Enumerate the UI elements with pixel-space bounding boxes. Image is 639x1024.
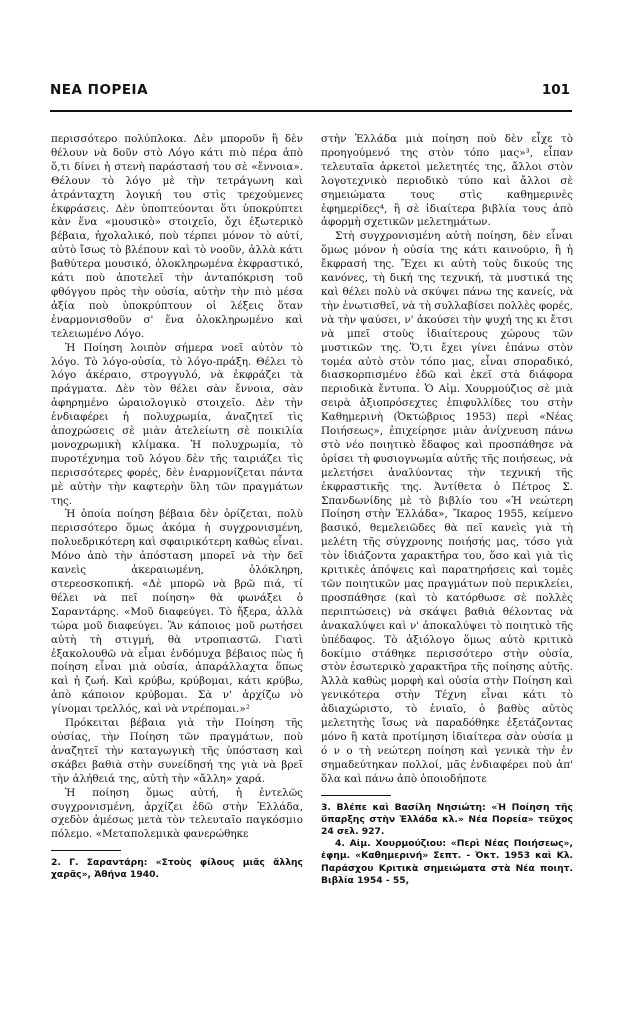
journal-title: ΝΕΑ ΠΟΡΕΙΑ: [50, 82, 149, 98]
right-paragraph: Στὴ συγχρονισμένη αὐτὴ ποίηση, δὲν εἶναι ὅμως μόνον ἡ οὐσία της κάτι καινούριο, ἢ ἡ ἔκφρασή της. Ἔχει κι αὐτὴ τοὺς δικούς της κανόνες, τὴ δική της τεχνική, τὰ μυστικά της καὶ θέλει πολὺ νὰ σκύψει πάνω της κανείς, νὰ τὴν ἐνωτισθεῖ, νὰ τὴ συλλαβίσει πολλὲς φορές, νὰ τὴν ψαύσει, ν' ἀκούσει τὴν ψυχή της κι ἔτσι νὰ μπεῖ στοὺς ἰδιαίτερους χώρους τῶν μυστικῶν της. Ὅ,τι ἔχει γίνει ἐπάνω στὸν τομέα αὐτὸ στὸν τόπο μας, εἶναι σποραδικό, διασκορπισμένο ἐδῶ καὶ ἐκεῖ στὰ διάφορα περιοδικὰ ἔντυπα. Ὁ Αἰμ. Χουρμούζιος σὲ μιὰ σειρὰ ἀξιοπρόσεχτες ἐπιφυλλίδες του στὴν Καθημερινὴ (Ὀκτώβριος 1953) περὶ «Νέας Ποιήσεως», ἐπιχείρησε μιὰν ἀνίχνευση πάνω στὸ νέο ποιητικὸ ἔδαφος καὶ προσπάθησε νὰ ὁρίσει τὴ φυσιογνωμία αὐτῆς τῆς ποιήσεως, νὰ μελετήσει ἀναλύοντας τὴν τεχνική τῆς ἐκφραστικῆς της. Ἀντίθετα ὁ Πέτρος Σ. Σπανδωνίδης μὲ τὸ βιβλίο του «Ἡ νεώτερη Ποίηση στὴν Ἑλλάδα», Ἴκαρος 1955, κείμενο βασικό, θεμελειῶδες θὰ πεῖ κανεὶς γιὰ τὴ μελέτη τῆς σύγχρονης ποιήσής μας, τόσο γιὰ τὸν ἰδιάζοντα χαρακτῆρα του, ὅσο καὶ γιὰ τὶς κριτικὲς ἀπόψεις καὶ παρατηρήσεις καὶ τομὲς τῶν ποιητικῶν μας πραγμάτων ποὺ περικλείει, προσπάθησε (καὶ τὸ κατόρθωσε σὲ πολλὲς περιπτώσεις) νὰ σκάψει βαθιὰ θέλοντας νὰ ἀνακαλύψει καὶ ν' ἀποκαλύψει τὸ ποιητικὸ τῆς ὑπέδαφος. Τὸ ἀξιόλογο ὅμως αὐτὸ κριτικὸ δοκίμιο στάθηκε περισσότερο στὴν οὐσία, στὸν ἐσωτερικὸ χαρακτῆρα τῆς ποίησης αὐτῆς. Ἀλλὰ καθὼς μορφὴ καὶ οὐσία στὴν Ποίηση καὶ γενικότερα στὴν Τέχνη εἶναι κάτι τὸ ἀδιαχώριστο, τὸ ἑνιαῖο, ὁ βαθὺς αὐτὸς μελετητὴς ἴσως νὰ παραδόθηκε ἐξετάζοντας μόνο ἢ κατὰ προτίμηση ἰδιαίτερα σὰν οὐσία μ ό ν ο τὴ νεώτερη ποίηση καὶ γενικὰ τὴν ἐν σημαδεύτηκαν πολλοί, μᾶς ἐνδιαφέρει ποὺ ἀπ' ὅλα καὶ πάνω ἀπὸ ὁποιοδήποτε: [321, 230, 573, 785]
left-paragraph: Ἡ ὁποία ποίηση βέβαια δὲν ὁρίζεται, πολὺ περισσότερο ὅμως ἀκόμα ἡ συγχρονισμένη, πολυεδρικότερη καὶ σφαιρικότερη καθὼς εἶναι. Μόνο ἀπὸ τὴν ἀπόσταση μπορεῖ νὰ τὴν δεῖ κανεὶς ἀκεραιωμένη, ὁλόκληρη, στερεοσκοπική. «Δὲ μπορῶ νὰ βρῶ πιά, τί θέλει νὰ πεῖ ποίηση» θὰ φωνάξει ὁ Σαραντάρης. «Μοῦ διαφεύγει. Τὸ ἤξερα, ἀλλὰ τώρα μοῦ διαφεύγει. Ἂν κάποιος μοῦ ρωτήσει αὐτὴ τὴ στιγμή, θὰ ντροπιαστῶ. Γιατὶ ἐξακολουθῶ νὰ εἶμαι ἐνδόμυχα βέβαιος πὼς ἡ ποίηση εἶναι μιὰ οὐσία, ἀπαράλλαχτα ὅπως καὶ ἡ ζωή. Καὶ κρύβω, κρύβομαι, κάτι κρύβω, ἀπὸ κάποιον κρύβομαι. Σὰ ν' ἀρχίζω νὸ γίνομαι τρελλός, καὶ νὰ ντρέπομαι.»²: [51, 508, 303, 716]
footnote: 4. Αἰμ. Χουρμούζιου: «Περὶ Νέας Ποιήσεως», ἐφημ. «Καθημερινή» Σεπτ. - Ὀκτ. 1953 καὶ Κλ. Παράσχου Κριτικὰ σημειώματα στὰ Νέα ποιητ. Βιβλία 1954 - 55,: [321, 838, 573, 886]
page-number: 101: [541, 82, 570, 98]
footnote-rule: [321, 795, 391, 796]
left-paragraph: Πρόκειται βέβαια γιὰ τὴν Ποίηση τῆς οὐσίας, τὴν Ποίηση τῶν πραγμάτων, ποὺ ἀναζητεῖ τὴν καταγωγικὴ τῆς ὑπόσταση καὶ σκάβει βαθιὰ στὴν συνείδησή της γιὰ νὰ βρεῖ τὴν ἀλήθειά της, αὐτὴ τὴν «ἄλλη» χαρά.: [51, 717, 303, 785]
left-paragraph: περισσότερο πολύπλοκα. Δὲν μποροῦν ἢ δὲν θέλουν νὰ δοῦν στὸ Λόγο κάτι πιὸ πέρα ἀπὸ ὅ,τι δίνει ἡ στενὴ παράστασή του σὲ «ἔννοια». Θέλουν τὸ λόγο μὲ τὴν τετράγωνη καὶ ἀτράνταχτη λογική του στὶς τρεχούμενες ἐκφράσεις. Δὲν ὑποπτεύονται ὅτι ὑποκρύπτει κὰν ἕνα «μουσικὸ» στοιχεῖο, ὄχι ἐξωτερικὸ βέβαια, ἠχολαλικό, ποὺ τέρπει μόνον τὸ αὐτί, αὐτὸ ἴσως τὸ βλέπουν καὶ τὸ νοοῦν, ἀλλὰ κάτι βαθύτερα μουσικό, ὁλοκληρωμένα ἐκφραστικό, κάτι ποὺ ἀποτελεῖ τὴν ἀνταπόκριση τοῦ φθόγγου πρὸς τὴν οὐσία, αὐτὴν τὴν πιὸ μέσα ἀξία ποὺ ὑποκρύπτουν οἱ λέξεις ὅταν ἐναρμονισθοῦν σ' ἕνα ὁλοκληρωμένο καὶ τελειωμένο Λόγο.: [51, 133, 303, 340]
footnote-rule: [51, 850, 121, 851]
running-header: [50, 82, 570, 102]
footnote: 2. Γ. Σαραντάρη: «Στοὺς φίλους μιᾶς ἄλλης χαρᾶς», Ἀθήνα 1940.: [51, 857, 303, 881]
right-column: [321, 133, 573, 887]
left-paragraph: Ἡ ποίηση ὅμως αὐτή, ἡ ἐντελῶς συγχρονισμένη, ἀρχίζει ἐδῶ στὴν Ἑλλάδα, σχεδὸν ἀμέσως μετὰ τὸν τελευταῖο παγκόσμιο πόλεμο. «Μεταπολεμικὰ φανερώθηκε: [51, 786, 303, 841]
right-paragraph: στὴν Ἑλλάδα μιὰ ποίηση ποὺ δὲν εἶχε τὸ προηγούμενό της στὸν τόπο μας»³, εἶπαν τελευταῖα ἀρκετοὶ μελετητές της, ἄλλοι στὸν λογοτεχνικὸ περιοδικὸ τύπο καὶ ἄλλοι σὲ σημειώματα τους στὶς καθημερινὲς ἐφημερίδες⁴, ἢ σὲ ἰδιαίτερα βιβλία τους ἀπὸ ἀφορμὴ σχετικῶν μελετημάτων.: [321, 133, 573, 229]
left-paragraph: Ἡ Ποίηση λοιπὸν σήμερα νοεῖ αὐτὸν τὸ λόγο. Τὸ λόγο-οὐσία, τὸ λόγο-πράξη. Θέλει τὸ λόγο ἀκέραιο, στρογγυλό, νὰ ἐκφράζει τὰ πράγματα. Δὲν τὸν θέλει σὰν ἔννοια, σὰν ἀφηρημένο ὡραιολογικὸ στοιχεῖο. Δὲν τὴν ἐνδιαφέρει ἡ πολυχρωμία, ἀναζητεῖ τὶς ἀποχρώσεις σὲ μιὰν ἀτελείωτη σὲ ποικιλία μονοχρωμικὴ κλίμακα. Ἡ πολυχρωμία, τὸ πυροτέχνημα τοῦ λόγου δὲν τῆς ταιριάζει τὶς περισσότερες φορές, δὲν ἐναρμονίζεται πάντα μὲ αὐτὴν τὴν καφτερὴν ὕλη τῶν πραγμάτων της.: [51, 341, 303, 507]
header-rule: [50, 110, 572, 112]
left-column: [51, 133, 303, 882]
footnote: 3. Βλέπε καὶ Βασίλη Νησιώτη: «Ἡ Ποίηση τῆς ὕπαρξης στὴν Ἑλλάδα κλ.» Νέα Πορεία» τεῦχος 24 σελ. 927.: [321, 801, 573, 837]
